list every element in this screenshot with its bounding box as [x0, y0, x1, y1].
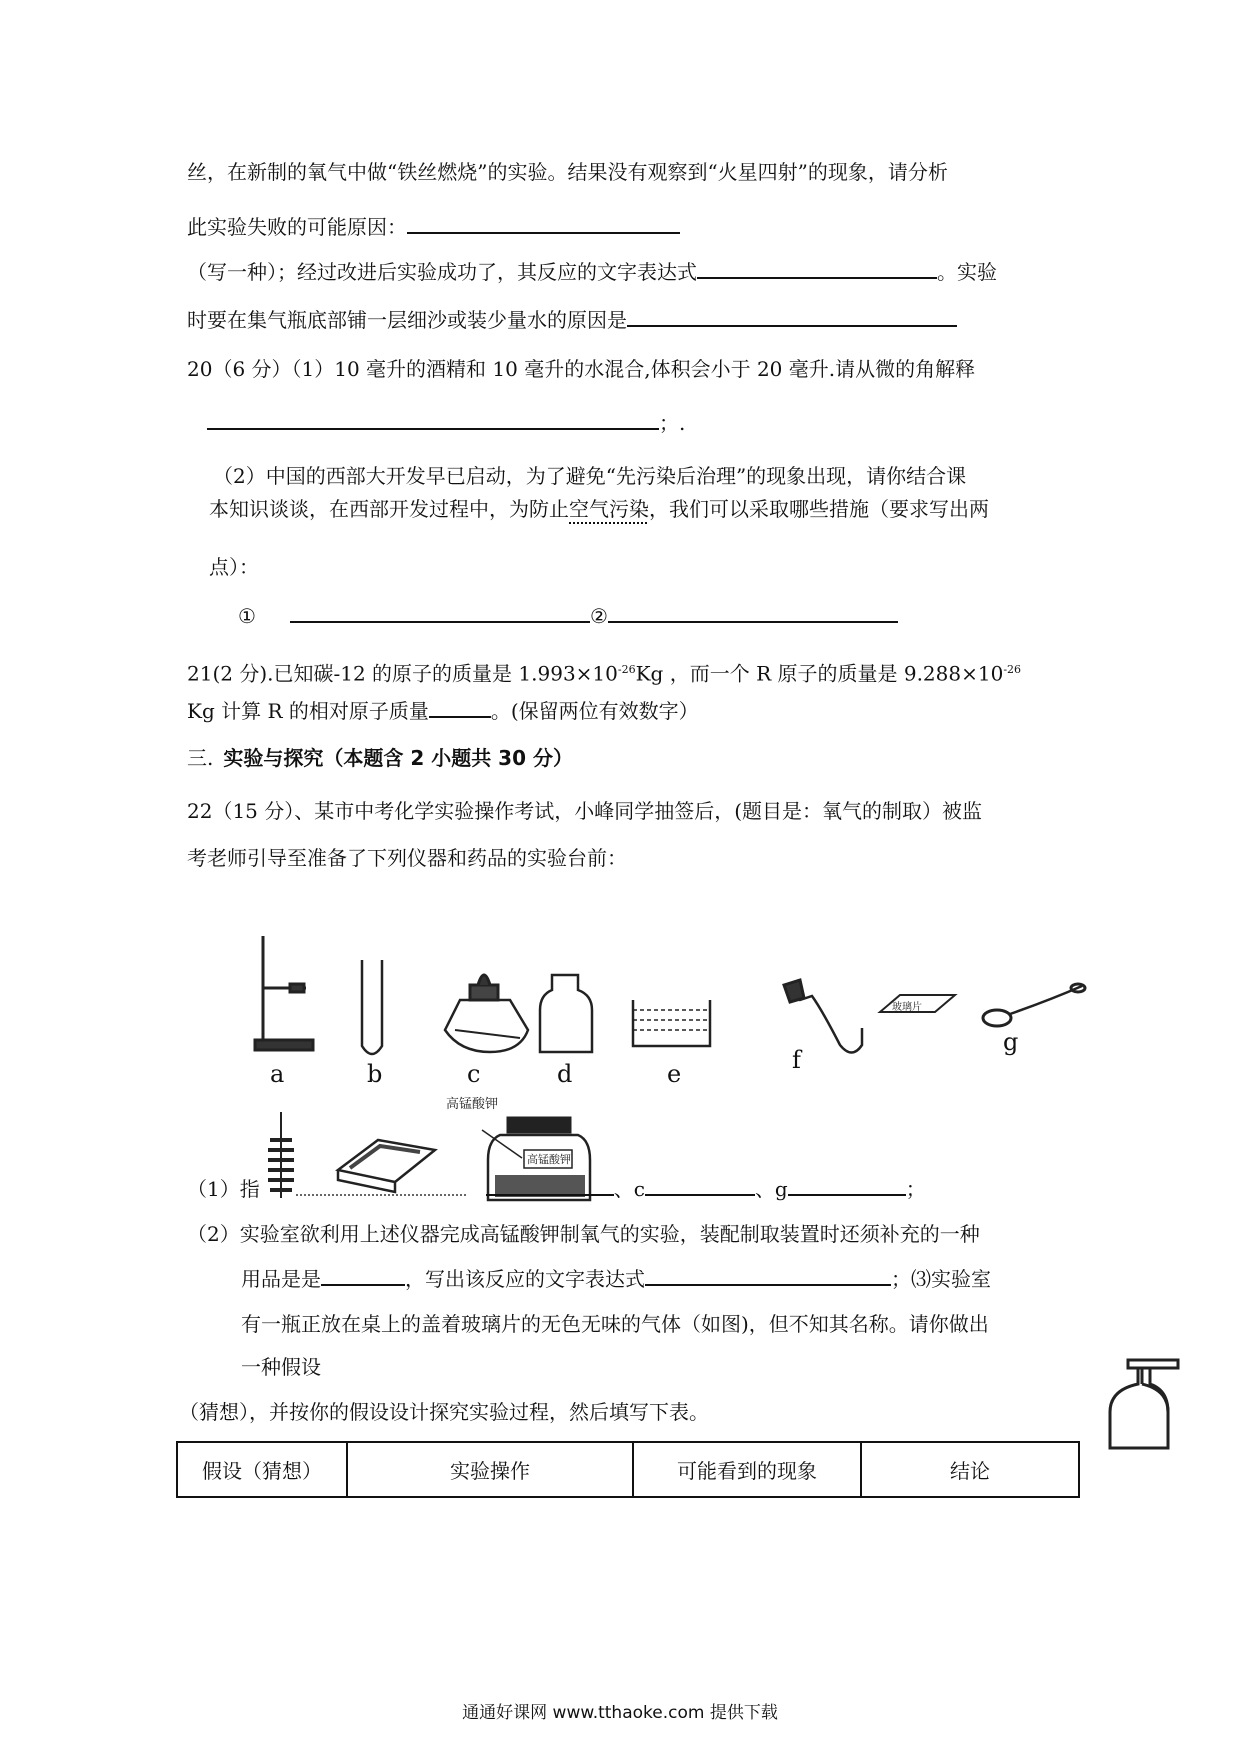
section-title: 实验与探究（本题含 2 小题共 30 分）	[223, 746, 573, 770]
hypothesis-table	[176, 1441, 1080, 1498]
word-equation-prompt: （写一种）；经过改进后实验成功了，其反应的文字表达式	[187, 260, 697, 284]
apparatus-label-g: g	[1003, 1028, 1019, 1056]
text-segment: ；⑶实验室	[891, 1267, 991, 1291]
name-g-blank[interactable]	[788, 1174, 906, 1196]
text-line-15: 考老师引导至准备了下列仪器和药品的实验台前：	[187, 846, 627, 870]
text-segment: ；	[905, 1177, 926, 1201]
apparatus-label-e: e	[667, 1060, 682, 1088]
table-header-row	[177, 1442, 1079, 1497]
text-line-7: （2）中国的西部大开发早已启动，为了避免“先污染后治理”的现象出现，请你结合课	[213, 464, 967, 488]
spoon-icon	[983, 984, 1085, 1026]
header-operation: 实验操作	[347, 1442, 633, 1497]
apparatus-label-a: a	[270, 1060, 285, 1088]
reagent-bottle-icon	[540, 975, 592, 1052]
exponent-2: -26	[1003, 663, 1022, 676]
iron-stand-icon	[255, 936, 313, 1050]
failure-reason-prompt: 此实验失败的可能原因：	[187, 215, 407, 239]
water-trough-icon	[633, 1000, 710, 1046]
marker-1: ①	[238, 604, 256, 628]
glass-sheet-label: 玻璃片	[892, 1002, 922, 1013]
sand-reason-prompt: 时要在集气瓶底部铺一层细沙或装少量水的原因是	[187, 308, 627, 332]
apparatus-label-c: c	[467, 1060, 481, 1088]
text-semicolon: ；.	[659, 411, 686, 435]
text-segment: Kg ，而一个 R 原子的质量是 9.288×10	[635, 661, 1004, 686]
text-experiment: 。实验	[937, 260, 997, 284]
text-line-19: 有一瓶正放在桌上的盖着玻璃片的无色无味的气体（如图)，但不知其名称。请你做出	[241, 1312, 989, 1336]
emphasis-air-pollution: 空气污染	[569, 497, 649, 521]
name-a-blank[interactable]	[486, 1174, 614, 1196]
jar-label: 高锰酸钾	[527, 1153, 571, 1166]
name-c-blank[interactable]	[645, 1174, 755, 1196]
marker-2: ②	[589, 604, 608, 628]
text-line-16	[187, 1174, 926, 1204]
supplement-item-blank[interactable]	[321, 1264, 405, 1286]
footer: 通通好课网 www.tthaoke.com 提供下载	[462, 1703, 778, 1723]
text-segment: Kg 计算 R 的相对原子质量	[187, 699, 429, 723]
text-segment: ，我们可以采取哪些措施（要求写出两	[649, 497, 989, 521]
text-line-9: 点）：	[209, 555, 259, 579]
text-segment: 、c	[613, 1177, 645, 1201]
jar-top-label: 高锰酸钾	[446, 1097, 499, 1112]
exponent-1: -26	[617, 663, 636, 676]
text-segment: 。(保留两位有效数字）	[490, 699, 699, 723]
header-hypothesis: 假设（猜想）	[177, 1442, 347, 1497]
alcohol-lamp-icon	[445, 975, 528, 1052]
text-line-20: 一种假设	[241, 1355, 321, 1379]
delivery-tube-icon	[784, 980, 862, 1053]
test-tube-icon	[362, 960, 382, 1054]
text-segment: （1）指	[187, 1177, 260, 1201]
text-line-1: 丝，在新制的氧气中做“铁丝燃烧”的实验。结果没有观察到“火星四射”的现象，请分析	[187, 160, 948, 184]
header-phenomenon: 可能看到的现象	[633, 1442, 861, 1497]
text-line-21: （猜想），并按你的假设设计探究实验过程，然后填写下表。	[179, 1400, 709, 1424]
kmno4-equation-blank[interactable]	[645, 1264, 891, 1286]
text-segment: 用品是是	[241, 1267, 321, 1291]
text-line-17: （2）实验室欲利用上述仪器完成高锰酸钾制氧气的实验，装配制取装置时还须补充的一种	[187, 1222, 980, 1246]
text-segment: 、g	[754, 1177, 788, 1201]
question-20-line: 20（6 分）（1）10 毫升的酒精和 10 毫升的水混合,体积会小于 20 毫升.请从微的角解释	[187, 357, 976, 381]
text-segment: 21(2 分).已知碳-12 的原子的质量是 1.993×10	[187, 661, 618, 686]
apparatus-label-f: f	[792, 1046, 801, 1074]
gas-bottle-icon	[1110, 1360, 1178, 1448]
apparatus-label-b: b	[367, 1060, 383, 1088]
header-conclusion: 结论	[861, 1442, 1079, 1497]
apparatus-label-d: d	[557, 1060, 573, 1088]
section-number: 三.	[187, 746, 214, 770]
text-segment: 本知识谈谈，在西部开发过程中，为防止	[209, 497, 569, 521]
text-segment: ，写出该反应的文字表达式	[405, 1267, 645, 1291]
dotted-gap	[296, 1176, 466, 1196]
text-line-18	[241, 1264, 991, 1294]
question-22-line: 22（15 分）、某市中考化学实验操作考试，小峰同学抽签后，(题目是：氧气的制取）被监	[187, 799, 983, 823]
